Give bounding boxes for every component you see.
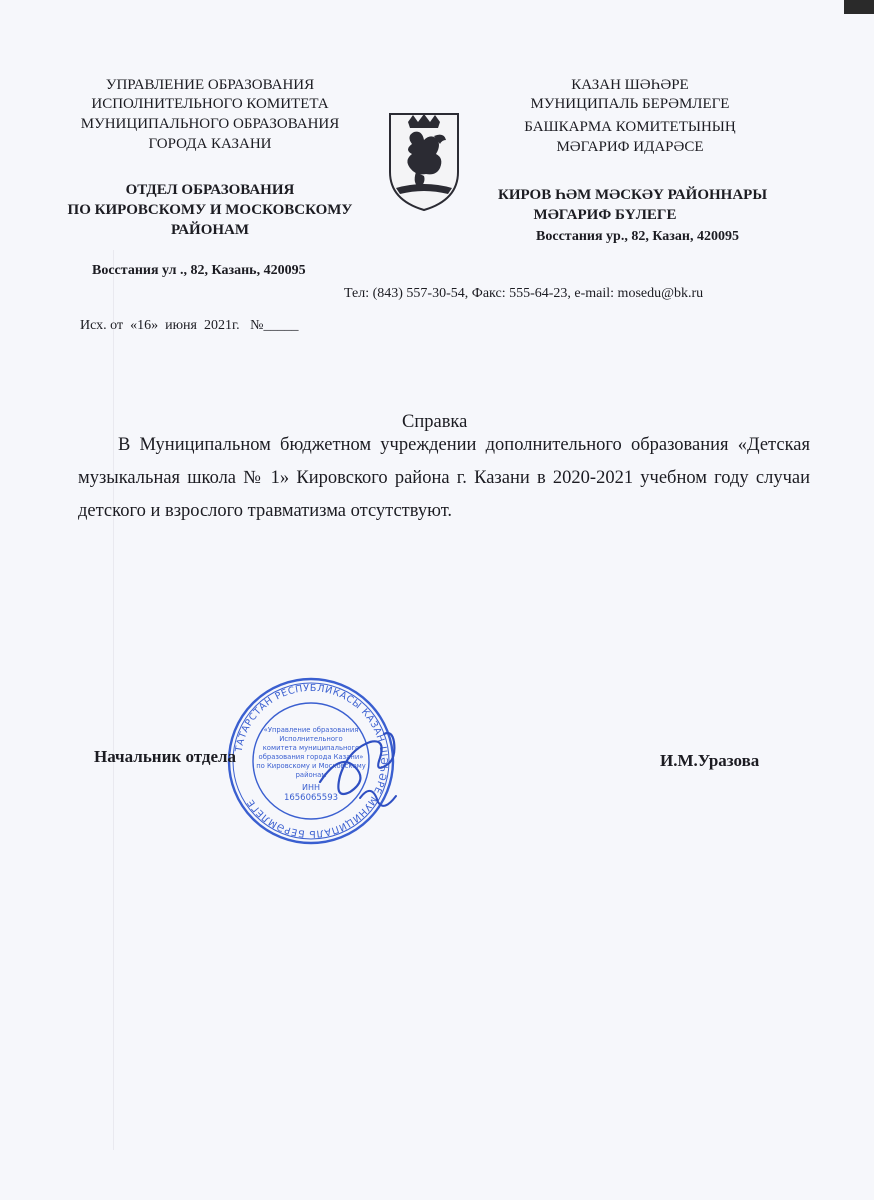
right-header-line-2: МУНИЦИПАЛЬ БЕРӘМЛЕГЕ bbox=[530, 96, 730, 112]
left-header-line-1: УПРАВЛЕНИЕ ОБРАЗОВАНИЯ bbox=[105, 77, 315, 93]
left-address: Восстания ул ., 82, Казань, 420095 bbox=[92, 263, 306, 278]
document-title: Справка bbox=[402, 412, 468, 432]
left-dept-line-1: ОТДЕЛ ОБРАЗОВАНИЯ bbox=[125, 182, 295, 198]
signature-name: И.М.Уразова bbox=[660, 751, 760, 770]
paper-fold-line bbox=[113, 250, 114, 1150]
outgoing-reference: Исх. от «16» июня 2021г. №_____ bbox=[80, 318, 299, 333]
right-dept-line-2: МӘГАРИФ БҮЛЕГЕ bbox=[533, 207, 677, 223]
stamp-inner-line-1: «Управление образования bbox=[263, 726, 359, 734]
handwritten-signature bbox=[300, 712, 410, 822]
right-header-line-1: КАЗАН ШӘҺӘРЕ bbox=[571, 77, 689, 93]
signature-position: Начальник отдела bbox=[94, 747, 237, 766]
right-header-line-4: МӘГАРИФ ИДАРӘСЕ bbox=[556, 139, 704, 155]
right-address: Восстания ур., 82, Казан, 420095 bbox=[536, 229, 739, 244]
left-header-line-4: ГОРОДА КАЗАНИ bbox=[148, 136, 272, 152]
stamp-inner-line-6: районам bbox=[295, 771, 327, 779]
stamp-inner-line-5: по Кировскому и Московскому bbox=[256, 762, 366, 770]
stamp-inner-line-2: Исполнительного bbox=[279, 735, 343, 743]
left-dept-line-2: ПО КИРОВСКОМУ И МОСКОВСКОМУ bbox=[67, 202, 353, 218]
right-header-line-3: БАШКАРМА КОМИТЕТЫНЫҢ bbox=[524, 119, 736, 135]
left-dept-line-3: РАЙОНАМ bbox=[170, 222, 250, 238]
stamp-inn-number: 1656065593 bbox=[283, 793, 339, 803]
left-header-line-3: МУНИЦИПАЛЬНОГО ОБРАЗОВАНИЯ bbox=[80, 116, 340, 132]
contacts-line: Тел: (843) 557-30-54, Факс: 555-64-23, e-mail: mosedu@bk.ru bbox=[344, 286, 704, 301]
kazan-zilant-emblem-icon bbox=[386, 110, 462, 212]
right-dept-line-1: КИРОВ ҺӘМ МӘСКӘҮ РАЙОННАРЫ bbox=[497, 187, 768, 203]
stamp-outer-text: ТАТАРСТАН РЕСПУБЛИКАСЫ КАЗАН ШӘҺӘРЕ МУНИЦИПАЛЬ БЕРӘМЛЕГЕ bbox=[233, 682, 390, 840]
stamp-inner-line-3: комитета муниципального bbox=[262, 744, 360, 752]
stamp-inner-line-4: образования города Казани» bbox=[258, 753, 364, 761]
scan-edge-shadow bbox=[844, 0, 874, 14]
left-header-line-2: ИСПОЛНИТЕЛЬНОГО КОМИТЕТА bbox=[91, 96, 329, 112]
stamp-inn-label: ИНН bbox=[301, 783, 321, 792]
body-paragraph: В Муниципальном бюджетном учреждении дополнительного образования «Детская музыкальная школа № 1» Кировского района г. Казани в 2020-2021 учебном году случаи детского и взрослого травматизма отсутствуют. bbox=[78, 435, 810, 521]
